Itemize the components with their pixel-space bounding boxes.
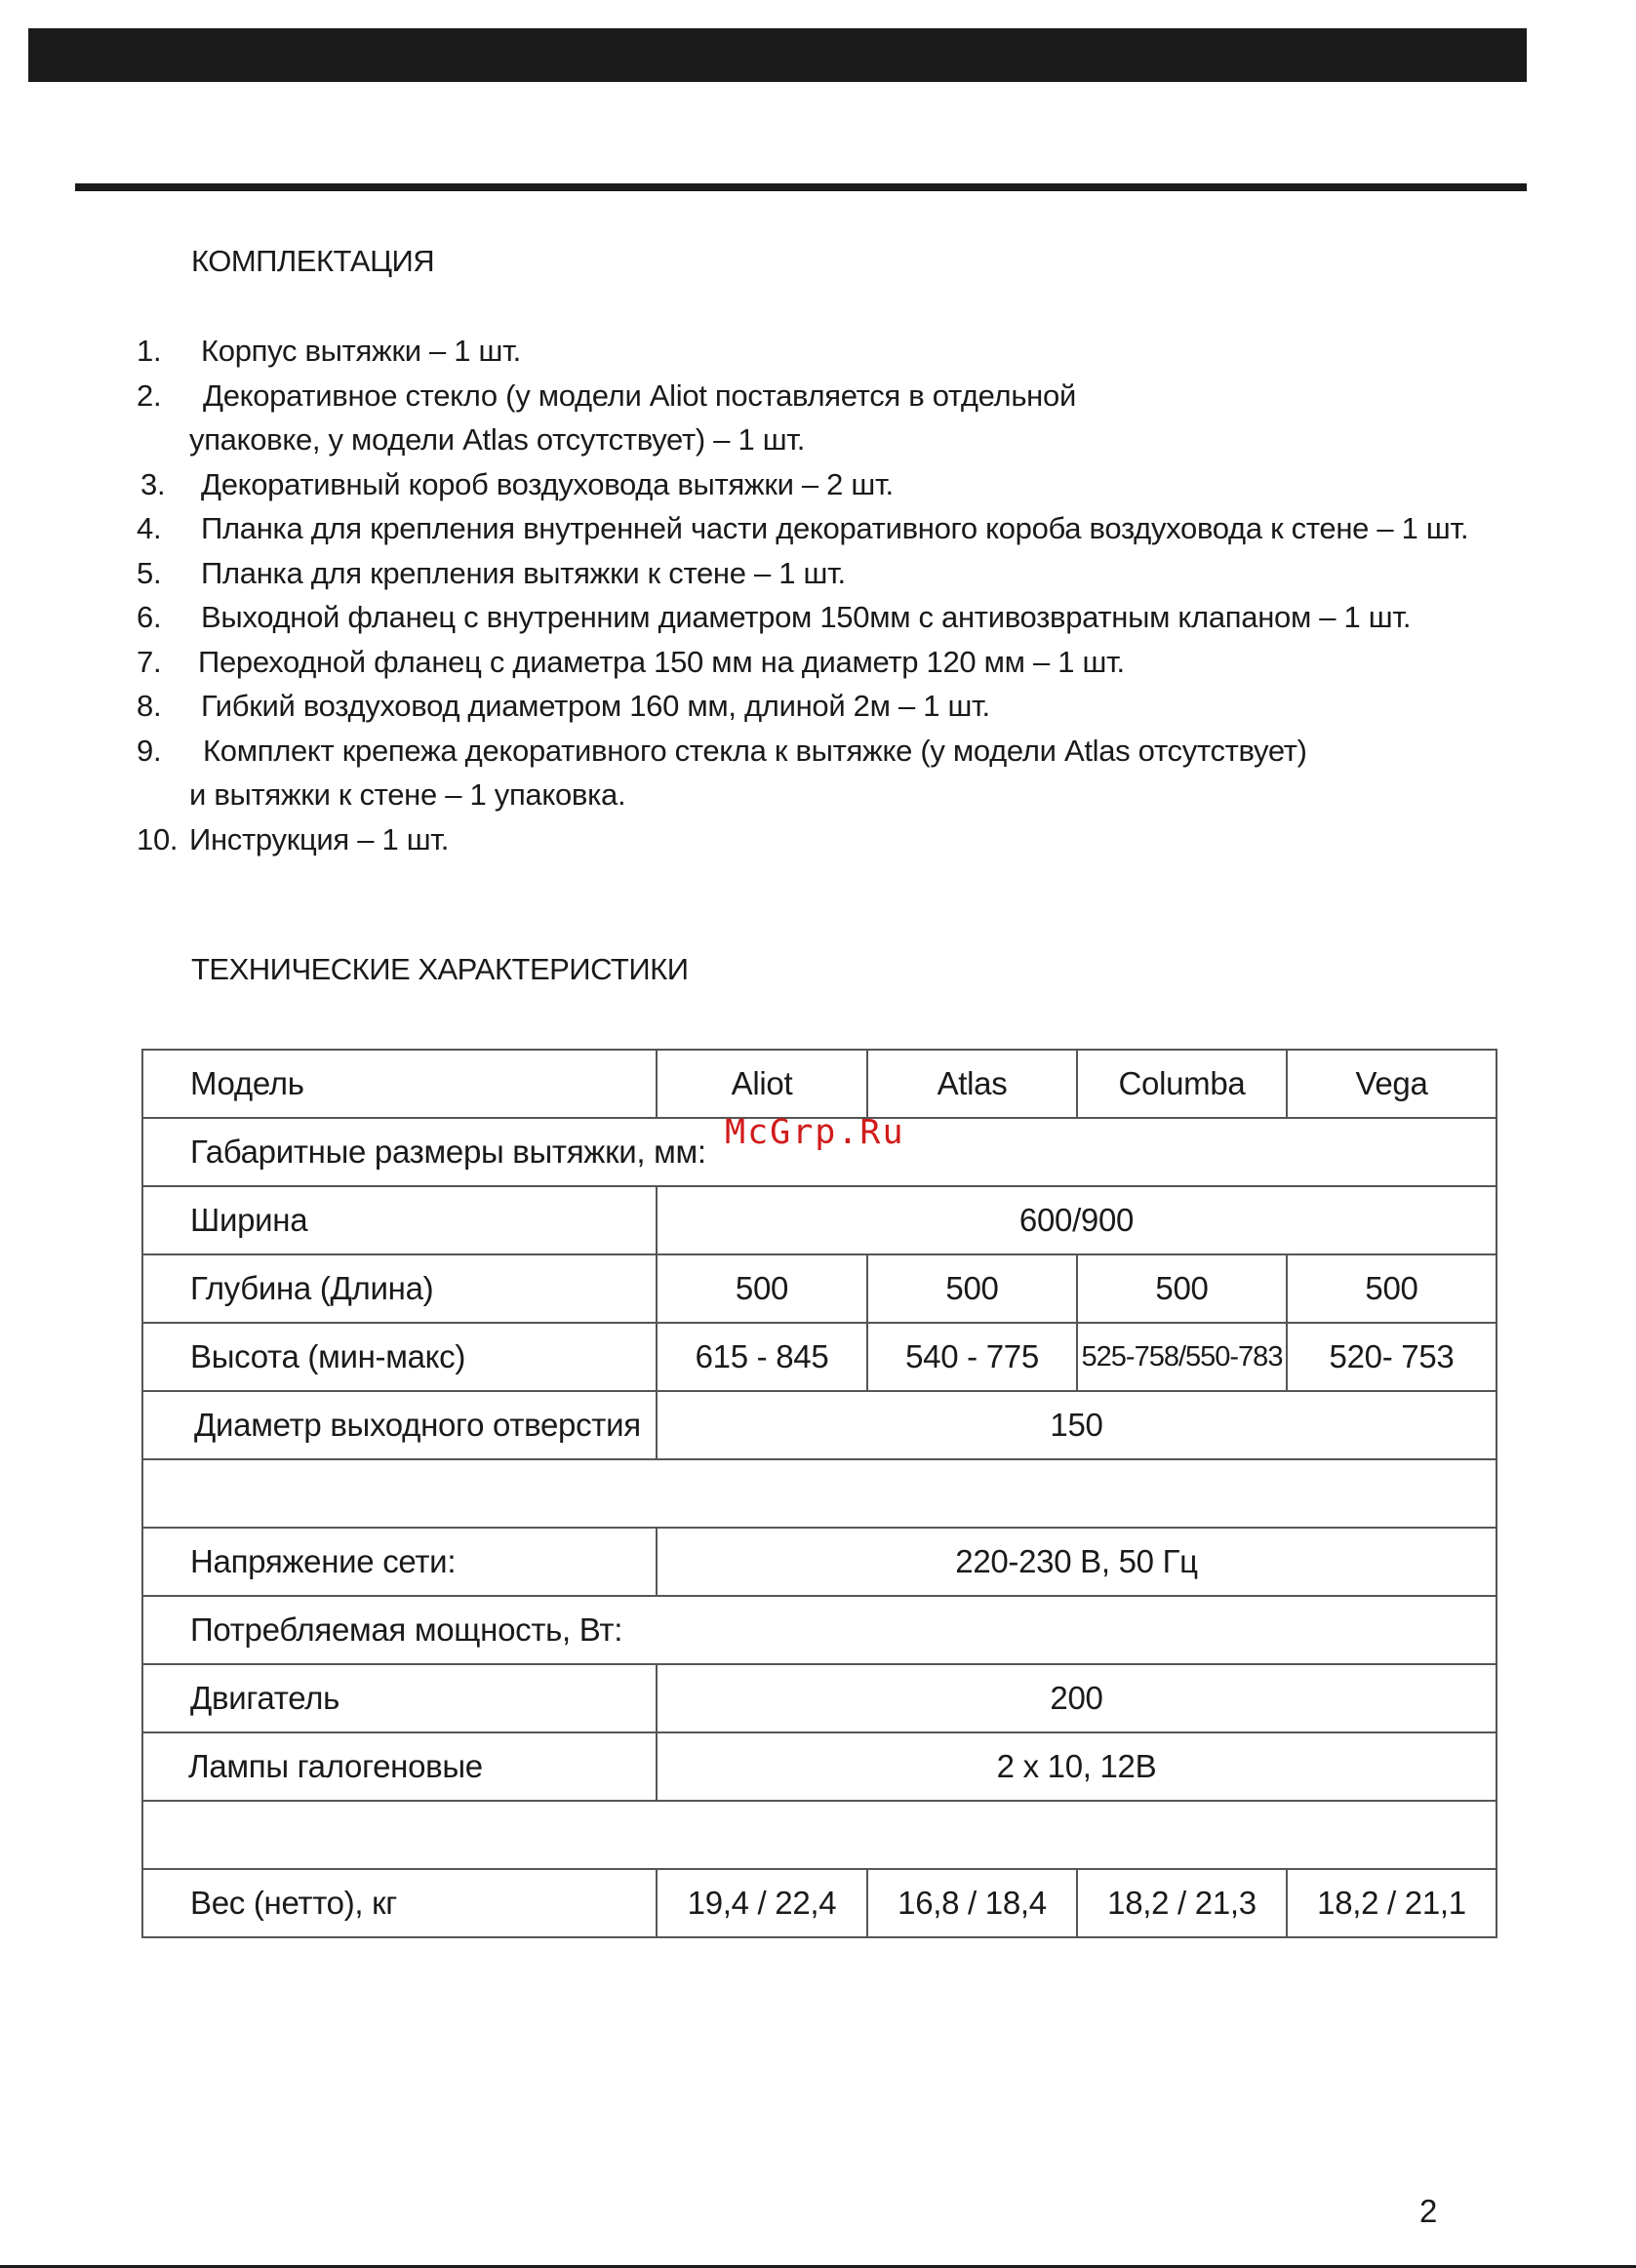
table-row [142,1459,1496,1528]
list-item-text-continued: упаковке, у модели Atlas отсутствует) – 1 шт. [189,422,806,457]
list-item-number: 7. [137,644,162,679]
specs-heading: ТЕХНИЧЕСКИЕ ХАРАКТЕРИСТИКИ [191,952,689,986]
list-item-number: 4. [137,511,162,545]
equipment-list [137,329,1580,861]
lamps-label: Лампы галогеновые [142,1732,657,1801]
voltage-value: 220-230 В, 50 Гц [657,1528,1496,1596]
list-item-text: Переходной фланец с диаметра 150 мм на диаметр 120 мм – 1 шт. [198,644,1125,679]
list-item-text: Декоративное стекло (у модели Aliot поставляется в отдельной [203,378,1076,413]
equipment-heading: КОМПЛЕКТАЦИЯ [191,244,435,278]
list-item-number: 3. [140,466,166,501]
header-rule [75,183,1527,191]
empty-row [142,1801,1496,1869]
weight-value: 16,8 / 18,4 [867,1869,1077,1937]
watermark: McGrp.Ru [725,1113,905,1152]
header-bar [28,28,1527,82]
depth-value: 500 [657,1254,867,1323]
table-row [142,1869,1496,1937]
model-name: Aliot [657,1050,867,1118]
list-item [137,506,1580,551]
weight-value: 19,4 / 22,4 [657,1869,867,1937]
table-row [142,1732,1496,1801]
table-row [142,1528,1496,1596]
depth-value: 500 [1287,1254,1496,1323]
table-row [142,1391,1496,1459]
table-row [142,1050,1496,1118]
list-item-number: 10. [137,821,179,856]
list-item-number: 1. [137,334,162,368]
list-item [137,817,1580,862]
list-item-text: Планка для крепления вытяжки к стене – 1 шт. [201,555,846,590]
height-label: Высота (мин-макс) [142,1323,657,1391]
list-item [137,595,1580,640]
list-item-text: Корпус вытяжки – 1 шт. [201,334,521,368]
motor-value: 200 [657,1664,1496,1732]
depth-value: 500 [867,1254,1077,1323]
list-item-text: Гибкий воздуховод диаметром 160 мм, длиной 2м – 1 шт. [201,689,990,723]
motor-label: Двигатель [142,1664,657,1732]
model-name: Atlas [867,1050,1077,1118]
voltage-label: Напряжение сети: [142,1528,657,1596]
list-item-text-continued: и вытяжки к стене – 1 упаковка. [189,777,626,812]
model-label: Модель [142,1050,657,1118]
empty-row [142,1459,1496,1528]
list-item-number: 6. [137,600,162,634]
list-item [137,462,1580,507]
list-item-number: 2. [137,378,162,413]
list-item-text: Комплект крепежа декоративного стекла к вытяжке (у модели Atlas отсутствует) [203,733,1307,768]
outlet-value: 150 [657,1391,1496,1459]
power-label: Потребляемая мощность, Вт: [142,1596,1496,1664]
list-item-text: Выходной фланец с внутренним диаметром 150мм с антивозвратным клапаном – 1 шт. [201,600,1412,634]
list-item-text: Декоративный короб воздуховода вытяжки – 2 шт. [201,466,894,501]
outlet-label: Диаметр выходного отверстия [142,1391,657,1459]
table-row [142,1254,1496,1323]
table-row [142,1664,1496,1732]
weight-label: Вес (нетто), кг [142,1869,657,1937]
width-value: 600/900 [657,1186,1496,1254]
height-value: 615 - 845 [657,1323,867,1391]
list-item [137,640,1580,685]
table-row [142,1596,1496,1664]
list-item-text: Инструкция – 1 шт. [189,821,450,856]
weight-value: 18,2 / 21,1 [1287,1869,1496,1937]
lamps-value: 2 х 10, 12В [657,1732,1496,1801]
weight-value: 18,2 / 21,3 [1077,1869,1287,1937]
height-value: 520- 753 [1287,1323,1496,1391]
list-item [137,684,1580,729]
model-name: Columba [1077,1050,1287,1118]
specs-table [141,1049,1497,1938]
depth-label: Глубина (Длина) [142,1254,657,1323]
height-value: 525-758/550-783 [1077,1323,1287,1391]
list-item-number: 8. [137,689,162,723]
page-number: 2 [1419,2193,1438,2229]
list-item-number: 9. [137,733,162,768]
list-item-number: 5. [137,555,162,590]
list-item [137,551,1580,596]
list-item [137,329,1580,374]
list-item [137,374,1580,462]
table-row [142,1323,1496,1391]
model-name: Vega [1287,1050,1496,1118]
table-row [142,1186,1496,1254]
height-value: 540 - 775 [867,1323,1077,1391]
dimensions-label: Габаритные размеры вытяжки, мм: [142,1118,1496,1186]
depth-value: 500 [1077,1254,1287,1323]
list-item [137,729,1580,817]
width-label: Ширина [142,1186,657,1254]
table-row [142,1801,1496,1869]
list-item-text: Планка для крепления внутренней части декоративного короба воздуховода к стене – 1 шт. [201,511,1469,545]
